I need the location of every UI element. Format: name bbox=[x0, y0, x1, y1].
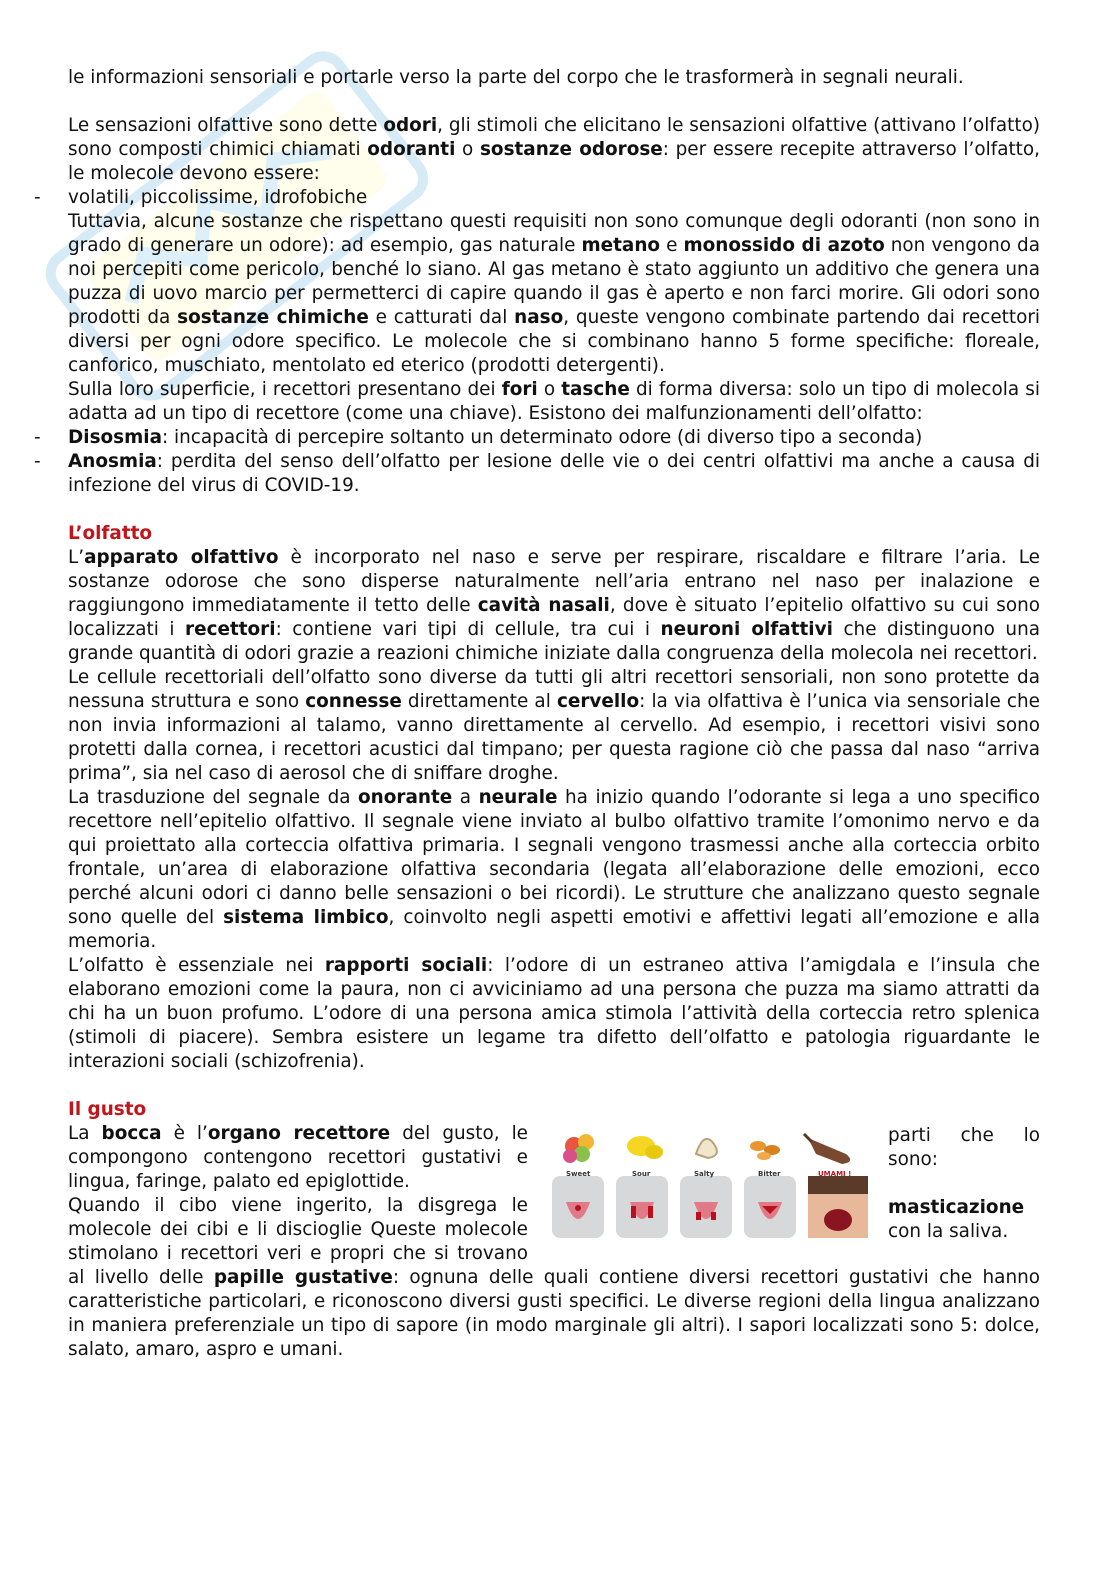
text-run: , dove è situato l’epitelio olfattivo su cui sono localizzati i bbox=[68, 595, 1040, 640]
bold-term: masticazione bbox=[888, 1197, 1025, 1218]
intro-paragraph-1 bbox=[68, 66, 1040, 90]
bold-term: odori bbox=[383, 115, 438, 136]
text-run: che distinguono una grande quantità di odori grazie a reazioni chimiche iniziate dalla congruenza della molecola nei recettori. bbox=[68, 619, 1041, 664]
disosmia-list-item bbox=[68, 426, 1040, 450]
bold-term: tasche bbox=[561, 379, 630, 400]
text-run: Sulla loro superficie, i recettori presentano dei bbox=[68, 379, 502, 400]
text-run: del gusto, le compongono contengono recettori gustativi e lingua, faringe, palato ed epiglottide. bbox=[68, 1123, 528, 1192]
sour-lemon-icon bbox=[627, 1136, 663, 1159]
umami-label: UMAMI ! bbox=[818, 1170, 852, 1178]
text-run: L’olfatto è essenziale nei bbox=[68, 955, 325, 976]
bitter-label: Bitter bbox=[758, 1170, 781, 1178]
side-text-bottom bbox=[888, 1196, 1040, 1244]
bold-term: cavità nasali bbox=[477, 595, 610, 616]
text-run: La bbox=[68, 1123, 102, 1144]
text-run: , coinvolto negli aspetti emotivi e affettivi legati all’emozione e alla memoria. bbox=[68, 907, 1040, 952]
taste-figure-block bbox=[538, 1124, 1040, 1242]
text-run: di forma diversa: solo un tipo di molecola si adatta ad un tipo di recettore (come una chiave). Esistono dei malfunzionamenti dell’olfatto: bbox=[68, 379, 1040, 424]
sour-label: Sour bbox=[632, 1170, 651, 1178]
text-run: le informazioni sensoriali e portarle verso la parte del corpo che le trasformerà in segnali neurali. bbox=[68, 67, 964, 88]
salty-pretzel-icon bbox=[696, 1139, 717, 1158]
olfatto-paragraph-3 bbox=[68, 786, 1040, 954]
bold-term: fori bbox=[501, 379, 538, 400]
bold-term: neurale bbox=[478, 787, 558, 808]
figure-side-text bbox=[888, 1124, 1040, 1242]
text-run: direttamente al bbox=[401, 691, 557, 712]
text-run: è l’ bbox=[161, 1123, 208, 1144]
intro-paragraph-2 bbox=[68, 114, 1040, 186]
text-run: L’ bbox=[68, 547, 85, 568]
bold-term: organo recettore bbox=[207, 1123, 391, 1144]
sweet-label: Sweet bbox=[566, 1170, 591, 1178]
text-run: Tuttavia, alcune sostanze che rispettano questi requisiti non sono comunque degli odoranti (non sono in grado di generare un odore): ad esempio, gas naturale bbox=[68, 211, 1040, 256]
text-run: o bbox=[537, 379, 562, 400]
text-run: : l’odore di un estraneo attiva l’amigdala e l’insula che elaborano emozioni come la paura, non ci avviciniamo ad una persona che puzza ma siamo attratti da chi ha un buon profumo. L’odore di una persona amica stimola l’attività della corteccia retro splenica (stimoli di piacere). Sembra esistere un legame tra difetto dell’olfatto e patologia riguardante le interazioni sociali (schizofrenia). bbox=[68, 955, 1040, 1072]
salty-label: Salty bbox=[694, 1170, 715, 1178]
bold-term: bocca bbox=[101, 1123, 162, 1144]
text-run: o bbox=[455, 139, 480, 160]
text-run: con la saliva. bbox=[888, 1221, 1009, 1242]
bold-term: papille gustative bbox=[213, 1267, 393, 1288]
bold-term: Anosmia bbox=[68, 451, 157, 472]
bold-term: naso bbox=[514, 307, 564, 328]
text-run: : perdita del senso dell’olfatto per lesione delle vie o dei centri olfattivi ma anche a causa di infezione del virus di COVID-19. bbox=[68, 451, 1040, 496]
bold-term: sostanze odorose bbox=[479, 139, 663, 160]
sweet-candy-icon bbox=[563, 1134, 594, 1163]
text-run: : incapacità di percepire soltanto un determinato odore (di diverso tipo a seconda) bbox=[161, 427, 923, 448]
bold-term: connesse bbox=[305, 691, 402, 712]
bold-term: sostanze chimiche bbox=[177, 307, 369, 328]
text-run: Le cellule recettoriali dell’olfatto sono diverse da tutti gli altri recettori sensoriali, non sono protette da nessuna struttura e sono bbox=[68, 667, 1040, 712]
text-run: : per essere recepite attraverso l’olfatto, le molecole devono essere: bbox=[68, 139, 1040, 184]
side-text-top: parti che lo sono: bbox=[888, 1125, 1040, 1170]
bold-term: rapporti sociali bbox=[324, 955, 488, 976]
bold-term: recettori bbox=[185, 619, 276, 640]
bold-term: monossido di azoto bbox=[683, 235, 885, 256]
bold-term: metano bbox=[581, 235, 661, 256]
requirements-list-item bbox=[68, 186, 1040, 210]
text-run: Queste molecole stimolano i recettori veri e propri che si trovano al livello delle bbox=[68, 1219, 529, 1288]
bold-term: apparato olfattivo bbox=[84, 547, 279, 568]
bold-term: odoranti bbox=[367, 139, 456, 160]
anosmia-list-item bbox=[68, 450, 1040, 498]
text-run: : contiene vari tipi di cellule, tra cui i bbox=[275, 619, 661, 640]
text-run: Quando il cibo viene ingerito, la disgrega le molecole dei cibi e li discioglie bbox=[68, 1195, 528, 1240]
taste-figure bbox=[546, 1124, 876, 1242]
section-heading-olfatto: L’olfatto bbox=[68, 523, 153, 544]
text-run: , queste vengono combinate partendo dai recettori diversi per ogni odore specifico. Le molecole che si combinano hanno 5 forme specifiche: floreale, canforico, muschiato, mentolato ed eterico (prodotti detergenti). bbox=[68, 307, 1040, 376]
text-run: è incorporato nel naso e serve per respirare, riscaldare e filtrare l’aria. Le sostanze odorose che sono disperse naturalmente nell’aria entrano nel naso per inalazione e raggiungono immediatamente il tetto delle bbox=[68, 547, 1040, 616]
text-run: non vengono da noi percepiti come pericolo, benché lo siano. Al gas metano è stato aggiunto un additivo che genera una puzza di uovo marcio per permetterci di capire quando il gas è aperto e non farci morire. Gli odori sono prodotti da bbox=[68, 235, 1040, 328]
olfatto-paragraph-1 bbox=[68, 546, 1040, 666]
umami-ham-icon bbox=[804, 1134, 850, 1164]
text-run: : ognuna delle quali contiene diversi recettori gustativi che hanno caratteristiche particolari, e riconoscono diversi gusti specifici. Le diverse regioni della lingua analizzano in maniera preferenziale un tipo di sapore (in modo marginale gli altri). I sapori localizzati sono 5: dolce, salato, amaro, aspro e umani. bbox=[68, 1267, 1041, 1360]
text-run: e bbox=[660, 235, 684, 256]
bold-term: onorante bbox=[358, 787, 453, 808]
bold-term: cervello bbox=[556, 691, 640, 712]
bold-term: neuroni olfattivi bbox=[660, 619, 833, 640]
bold-term: Disosmia bbox=[68, 427, 162, 448]
bitter-almond-icon bbox=[750, 1141, 780, 1160]
bold-term: sistema limbico bbox=[223, 907, 389, 928]
intro-paragraph-4 bbox=[68, 378, 1040, 426]
text-run: e catturati dal bbox=[368, 307, 515, 328]
section-heading-gusto: Il gusto bbox=[68, 1099, 147, 1120]
document-page bbox=[68, 66, 1040, 1362]
text-run: La trasduzione del segnale da bbox=[68, 787, 359, 808]
text-run: , gli stimoli che elicitano le sensazioni olfattive (attivano l’olfatto) sono composti chimici chiamati bbox=[68, 115, 1041, 160]
text-run: a bbox=[452, 787, 479, 808]
olfatto-paragraph-2 bbox=[68, 666, 1040, 786]
text-run: : la via olfattiva è l’unica via sensoriale che non invia informazioni al talamo, vanno direttamente al cervello. Ad esempio, i recettori visivi sono protetti dalla cornea, i recettori acustici dal timpano; per questa ragione ciò che passa dal naso “arriva prima”, sia nel caso di aerosol che di sniffare droghe. bbox=[68, 691, 1040, 784]
intro-paragraph-3 bbox=[68, 210, 1040, 378]
text-run: Le sensazioni olfattive sono dette bbox=[68, 115, 384, 136]
olfatto-paragraph-4 bbox=[68, 954, 1040, 1074]
text-run: ha inizio quando l’odorante si lega a uno specifico recettore nell’epitelio olfattivo. Il segnale viene inviato al bulbo olfattivo tramite l’omonimo nervo e da qui proiettato alla corteccia olfattiva primaria. I segnali vengono trasmessi anche alla corteccia orbito frontale, un’area di elaborazione olfattiva secondaria (legata all’elaborazione delle emozioni, ecco perché alcuni odori ci danno belle sensazioni o bei ricordi). Le strutture che analizzano questo segnale sono quelle del bbox=[68, 787, 1040, 928]
text-run: volatili, piccolissime, idrofobiche bbox=[68, 187, 368, 208]
